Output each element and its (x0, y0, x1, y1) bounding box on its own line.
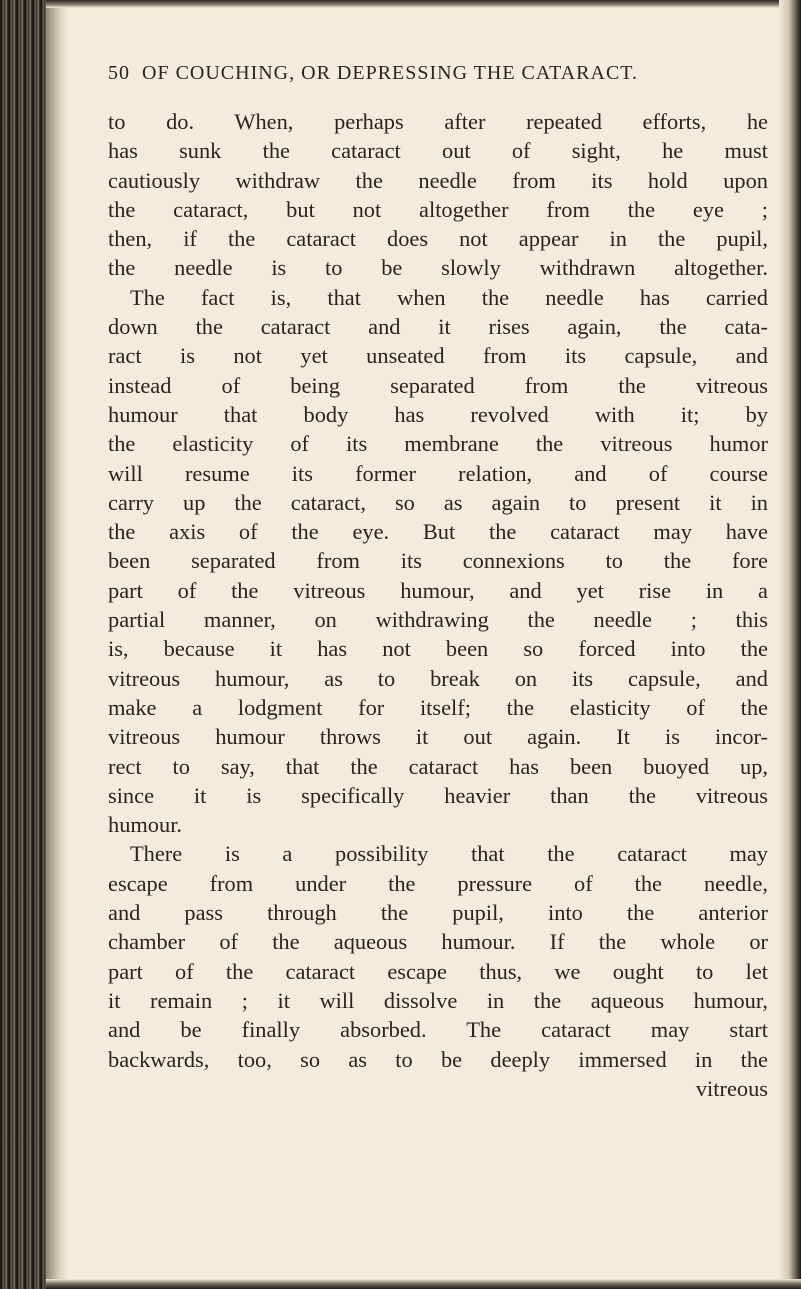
text-line: been separated from its connexions to the fore (108, 548, 768, 574)
text-line: instead of being separated from the vitreous (108, 372, 768, 398)
text-line: chamber of the aqueous humour. If the whole or (108, 929, 768, 955)
text-line: then, if the cataract does not appear in the pupil, (108, 226, 768, 252)
text-line: partial manner, on withdrawing the needle ; this (108, 607, 768, 633)
gutter-shadow (46, 0, 68, 1289)
text-line: it remain ; it will dissolve in the aqueous humour, (108, 987, 768, 1013)
text-line: the cataract, but not altogether from the eye ; (108, 196, 768, 222)
running-head (108, 62, 768, 85)
text-line: and be finally absorbed. The cataract may start (108, 1017, 768, 1043)
text-line: the elasticity of its membrane the vitreous humor (108, 431, 768, 457)
text-line: has sunk the cataract out of sight, he must (108, 138, 768, 164)
text-line: escape from under the pressure of the needle, (108, 870, 768, 896)
text-line: humour that body has revolved with it; by (108, 401, 768, 427)
text-line: the needle is to be slowly withdrawn altogether. (108, 255, 768, 281)
page-right-edge (779, 0, 801, 1289)
page-bottom-edge (46, 1279, 801, 1289)
text-line: and pass through the pupil, into the anterior (108, 900, 768, 926)
text-line: since it is specifically heavier than the vitreous (108, 782, 768, 808)
text-line: to do. When, perhaps after repeated efforts, he (108, 109, 768, 134)
text-line: the axis of the eye. But the cataract may have (108, 519, 768, 545)
text-line: cautiously withdraw the needle from its hold upon (108, 167, 768, 193)
text-line: carry up the cataract, so as again to present it in (108, 489, 768, 515)
book-page (108, 62, 768, 1103)
text-line: backwards, too, so as to be deeply immersed in the (108, 1046, 768, 1072)
paragraph-start-line: The fact is, that when the needle has carried (130, 284, 768, 310)
text-line: will resume its former relation, and of course (108, 460, 768, 486)
text-line: ract is not yet unseated from its capsule, and (108, 343, 768, 369)
text-line: vitreous humour throws it out again. It is incor- (108, 724, 768, 750)
catchword: vitreous (695, 1075, 768, 1101)
text-line: part of the vitreous humour, and yet rise in a (108, 577, 768, 603)
page-top-edge (46, 0, 801, 8)
paragraph-start-line: There is a possibility that the cataract may (130, 841, 768, 867)
book-binding-gutter (0, 0, 46, 1289)
text-line: vitreous humour, as to break on its capsule, and (108, 665, 768, 691)
text-line: down the cataract and it rises again, the cata- (108, 314, 768, 340)
text-line: rect to say, that the cataract has been buoyed up, (108, 753, 768, 779)
text-line: make a lodgment for itself; the elasticity of the (108, 694, 768, 720)
page-number: 50 (108, 62, 130, 84)
text-line: is, because it has not been so forced into the (108, 636, 768, 662)
running-head-title: OF COUCHING, OR DEPRESSING THE CATARACT. (142, 62, 639, 84)
text-line: part of the cataract escape thus, we ought to let (108, 958, 768, 984)
paragraph-end-line: humour. (108, 812, 183, 838)
body-text (108, 107, 768, 1103)
